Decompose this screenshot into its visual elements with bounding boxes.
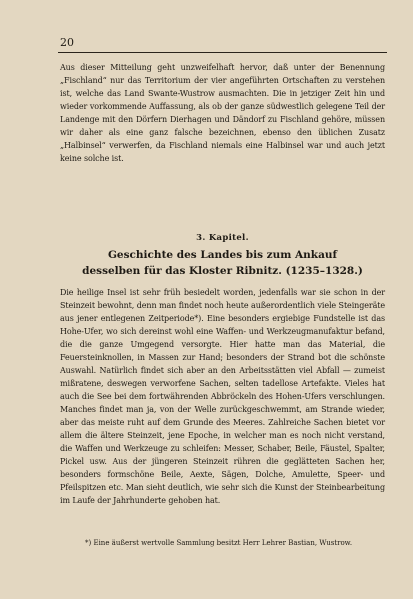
chapter-title — [60, 247, 385, 279]
intro-paragraph: Aus dieser Mitteilung geht unzweifelhaft hervor, daß unter der Benennung „Fischland“ nur das Territorium der vier angeführten Ortschaften zu verstehen ist, welche das Land Swante-Wustrow ausmachten. Die in jetziger Zeit hin und wieder vorkommende Auffassung, als ob der ganze südwestlich gelegene Teil der Landenge mit den Dörfern Dierhagen und Dändorf zu Fischland gehöre, müssen wir daher als eine ganz falsche bezeichnen, ebenso den üblichen Zusatz „Halbinsel“ verwerfen, da Fischland niemals eine Halbinsel war und auch jetzt keine solche ist. — [60, 63, 385, 163]
chapter-title-line-2: desselben für das Kloster Ribnitz. (1235–1328.) — [82, 265, 363, 277]
chapter-title-line-1: Geschichte des Landes bis zum Ankauf — [107, 249, 338, 261]
chapter-label: 3. Kapitel. — [196, 233, 249, 243]
main-paragraph: Die heilige Insel ist sehr früh besiedelt worden, jedenfalls war sie schon in der Steinzeit bewohnt, denn man findet noch heute außerordentlich viele Steingeräte aus jener entlegenen Zeitperiode*). Eine besonders ergiebige Fundstelle ist das Hohe-Ufer, wo sich dereinst wohl eine Waffen- und Werkzeugmanufaktur befand, die die ganze Umgegend versorgte. Hier hatte man das Material, die Feuersteinknollen, in Massen zur Hand; besonders der Strand bot die schönste Auswahl. Natürlich findet sich aber an den Arbeitsstätten viel Abfall — zumeist mißratene, deswegen verworfene Sachen, selten tadellose Artefakte. Vieles hat auch die See bei dem fortwährenden Abbröckeln des Hohen-Ufers verschlungen. Manches findet man ja, von der Welle zurückgeschwemmt, am Strande wieder, aber das meiste ruht auf dem Grunde des Meeres. Zahlreiche Sachen bietet vor allem die ältere Steinzeit, jene Epoche, in welcher man es noch nicht verstand, die Waffen und Werkzeuge zu schleifen: Messer, Schaber, Beile, Fäustel, Spalter, Pickel usw. Aus der jüngeren Steinzeit rühren die geglätteten Sachen her, besonders formschöne Beile, Aexte, Sägen, Dolche, Amulette, Speer- und Pfeilspitzen etc. Man sieht deutlich, wie sehr sich die Kunst der Steinbearbeitung im Laufe der Jahrhunderte gehoben hat. — [60, 288, 385, 505]
header-rule — [58, 52, 387, 53]
footnote: *) Eine äußerst wertvolle Sammlung besitzt Herr Lehrer Bastian, Wustrow. — [85, 539, 353, 547]
page-number: 20 — [60, 36, 74, 49]
